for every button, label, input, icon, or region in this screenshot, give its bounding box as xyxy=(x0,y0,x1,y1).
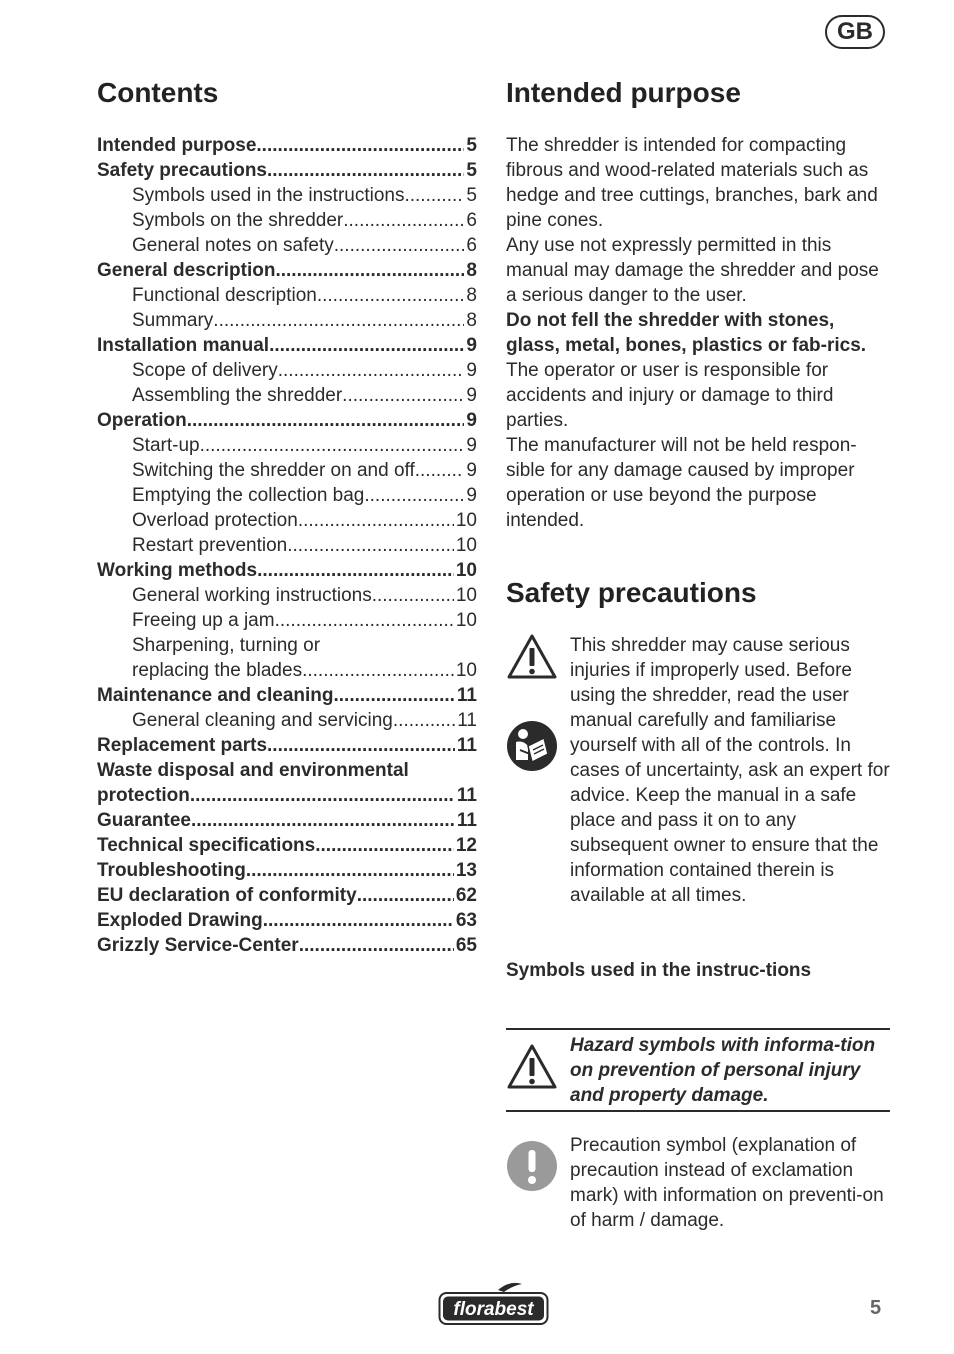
toc-entry-title: EU declaration of conformity xyxy=(97,885,357,906)
toc-entry-title: Freeing up a jam xyxy=(132,610,275,631)
toc-entry-title: Exploded Drawing xyxy=(97,910,263,931)
toc-entry-title: Restart prevention xyxy=(132,535,288,556)
toc-entry-title: Maintenance and cleaning xyxy=(97,685,334,706)
intended-warning: Do not fell the shredder with stones, glass, metal, bones, plastics or fab-rics. xyxy=(506,310,867,356)
toc-entry-page: 9 xyxy=(466,335,477,356)
toc-entry-title: Guarantee xyxy=(97,810,191,831)
toc-leader-dots xyxy=(213,308,464,333)
toc-leader-dots xyxy=(267,158,464,183)
toc-entry xyxy=(97,358,477,383)
toc-entry xyxy=(97,933,477,958)
toc-leader-dots xyxy=(278,358,465,383)
toc-entry-page: 10 xyxy=(455,585,477,606)
intended-purpose-body xyxy=(506,133,890,533)
toc-entry xyxy=(97,608,477,633)
toc-leader-dots xyxy=(275,608,454,633)
intended-p1: The shredder is intended for compacting fibrous and wood-related materials such as hedge and tree cuttings, branches, bark and pine cones. xyxy=(506,135,878,231)
toc-entry xyxy=(97,558,477,583)
exclamation-circle-icon xyxy=(506,1140,558,1192)
toc-entry-title: Intended purpose xyxy=(97,135,257,156)
toc-entry-page: 12 xyxy=(455,835,477,856)
warning-triangle-icon xyxy=(506,632,558,680)
toc-entry-page: 65 xyxy=(455,935,477,956)
toc-entry xyxy=(97,408,477,433)
toc-entry-page: 5 xyxy=(466,185,477,206)
toc-entry-page: 11 xyxy=(457,710,477,731)
toc-entry xyxy=(97,258,477,283)
toc-entry-title: General cleaning and servicing xyxy=(132,710,393,731)
toc-entry-title: Symbols used in the instructions xyxy=(132,185,405,206)
toc-leader-dots xyxy=(364,483,464,508)
toc-entry-title: Replacement parts xyxy=(97,735,268,756)
toc-leader-dots xyxy=(263,908,454,933)
toc-entry-title: Assembling the shredder xyxy=(132,385,343,406)
hazard-triangle-icon xyxy=(506,1042,558,1090)
toc-leader-dots xyxy=(342,383,464,408)
toc-entry-page: 9 xyxy=(466,360,477,381)
toc-entry-page: 13 xyxy=(455,860,477,881)
florabest-logo xyxy=(438,1280,550,1328)
toc-entry xyxy=(97,908,477,933)
toc-leader-dots xyxy=(404,183,464,208)
toc-entry xyxy=(97,658,477,683)
toc-entry xyxy=(97,683,477,708)
toc-leader-dots xyxy=(415,458,465,483)
logo-text: florabest xyxy=(453,1299,534,1320)
toc-entry-page: 9 xyxy=(466,385,477,406)
intended-p2: Any use not expressly permitted in this manual may damage the shredder and pose a serious danger to the user. xyxy=(506,235,879,306)
toc-entry xyxy=(97,158,477,183)
toc-entry xyxy=(97,583,477,608)
toc-entry xyxy=(97,433,477,458)
toc-entry-page: 6 xyxy=(466,210,477,231)
toc-entry-page: 5 xyxy=(466,135,477,156)
toc-entry xyxy=(97,133,477,158)
toc-entry xyxy=(97,758,477,783)
toc-entry-page: 8 xyxy=(466,310,477,331)
toc-entry-title: Start-up xyxy=(132,435,200,456)
toc-leader-dots xyxy=(317,283,465,308)
toc-entry xyxy=(97,183,477,208)
intended-p4: The operator or user is responsible for accidents and injury or damage to third parties. xyxy=(506,360,834,431)
intended-purpose-heading: Intended purpose xyxy=(506,77,741,108)
toc-leader-dots xyxy=(267,733,455,758)
toc-leader-dots xyxy=(275,258,464,283)
toc-entry xyxy=(97,508,477,533)
toc-leader-dots xyxy=(343,208,464,233)
toc-entry xyxy=(97,458,477,483)
toc-entry-title: Summary xyxy=(132,310,214,331)
toc-entry xyxy=(97,283,477,308)
toc-leader-dots xyxy=(257,558,454,583)
toc-entry xyxy=(97,208,477,233)
toc-entry-title: Installation manual xyxy=(97,335,270,356)
safety-intro-text: This shredder may cause serious injuries if improperly used. Before using the shredder, read the user manual carefully and familiarise yourself with all of the controls. In cases of uncertainty, ask an expert for advice. Keep the manual in a safe place and pass it on to any subsequent owner to ensure that the information contained therein is available at all times. xyxy=(570,635,890,906)
toc-leader-dots xyxy=(246,858,454,883)
toc-leader-dots xyxy=(191,808,455,833)
toc-entry-page: 10 xyxy=(455,510,477,531)
toc-entry-title: Emptying the collection bag xyxy=(132,485,365,506)
toc-entry-page: 63 xyxy=(455,910,477,931)
hazard-symbol-text: Hazard symbols with informa-tion on prevention of personal injury and property damage. xyxy=(570,1035,876,1106)
intended-p5: The manufacturer will not be held respon-sible for any damage caused by improper operation or use beyond the purpose intended. xyxy=(506,435,857,531)
language-badge: GB xyxy=(825,15,885,49)
toc-entry-title: Scope of delivery xyxy=(132,360,278,381)
toc-entry-title: General description xyxy=(97,260,276,281)
toc-entry xyxy=(97,858,477,883)
toc-entry-title: replacing the blades xyxy=(132,660,303,681)
divider-bottom xyxy=(506,1110,890,1112)
toc-entry-page: 9 xyxy=(466,485,477,506)
toc-entry-title: Functional description xyxy=(132,285,317,306)
toc-entry xyxy=(97,808,477,833)
toc-entry-title: Safety precautions xyxy=(97,160,267,181)
toc-leader-dots xyxy=(299,933,454,958)
toc-entry xyxy=(97,883,477,908)
toc-entry-title: Overload protection xyxy=(132,510,298,531)
toc-entry-page: 62 xyxy=(455,885,477,906)
toc-leader-dots xyxy=(287,533,454,558)
toc-entry-title: Waste disposal and environmental xyxy=(97,760,409,781)
toc-entry xyxy=(97,383,477,408)
read-manual-icon xyxy=(506,720,558,772)
toc-entry-page: 11 xyxy=(456,810,477,831)
toc-entry xyxy=(97,333,477,358)
toc-entry-page: 9 xyxy=(466,435,477,456)
toc-leader-dots xyxy=(315,833,454,858)
toc-entry-title: Troubleshooting xyxy=(97,860,246,881)
safety-precautions-heading: Safety precautions xyxy=(506,577,757,608)
toc-entry xyxy=(97,483,477,508)
toc-entry-page: 10 xyxy=(455,560,477,581)
toc-entry-page: 10 xyxy=(455,610,477,631)
toc-leader-dots xyxy=(334,233,465,258)
toc-leader-dots xyxy=(269,333,464,358)
symbols-subheading: Symbols used in the instruc-tions xyxy=(506,960,812,981)
toc-entry xyxy=(97,783,477,808)
toc-entry xyxy=(97,708,477,733)
toc-leader-dots xyxy=(187,408,465,433)
toc-entry-title: General working instructions xyxy=(132,585,372,606)
toc-entry-title: protection xyxy=(97,785,190,806)
toc-leader-dots xyxy=(298,508,454,533)
toc-entry-page: 11 xyxy=(456,685,477,706)
toc-entry xyxy=(97,833,477,858)
toc-leader-dots xyxy=(200,433,465,458)
page-number: 5 xyxy=(870,1297,882,1319)
toc-entry-title: Operation xyxy=(97,410,187,431)
toc-leader-dots xyxy=(393,708,455,733)
toc-entry-page: 8 xyxy=(466,285,477,306)
toc-entry xyxy=(97,733,477,758)
toc-entry-title: General notes on safety xyxy=(132,235,334,256)
toc-leader-dots xyxy=(256,133,464,158)
toc-leader-dots xyxy=(334,683,455,708)
toc-entry-page: 6 xyxy=(466,235,477,256)
toc-entry xyxy=(97,308,477,333)
toc-entry-page: 11 xyxy=(456,785,477,806)
table-of-contents xyxy=(97,133,477,958)
toc-leader-dots xyxy=(190,783,455,808)
toc-entry-title: Technical specifications xyxy=(97,835,316,856)
toc-entry-title: Sharpening, turning or xyxy=(132,635,321,656)
precaution-symbol-text: Precaution symbol (explanation of precaution instead of exclamation mark) with information on preventi-on of harm / damage. xyxy=(570,1135,884,1231)
toc-entry xyxy=(97,233,477,258)
toc-entry-page: 5 xyxy=(466,160,477,181)
toc-entry-page: 9 xyxy=(466,460,477,481)
toc-entry-page: 9 xyxy=(466,410,477,431)
toc-entry-page: 8 xyxy=(466,260,477,281)
toc-entry-title: Working methods xyxy=(97,560,258,581)
toc-leader-dots xyxy=(357,883,454,908)
toc-entry-page: 11 xyxy=(456,735,477,756)
toc-entry-title: Grizzly Service-Center xyxy=(97,935,299,956)
toc-entry-title: Symbols on the shredder xyxy=(132,210,344,231)
toc-leader-dots xyxy=(372,583,454,608)
toc-entry xyxy=(97,633,477,658)
toc-entry xyxy=(97,533,477,558)
contents-heading: Contents xyxy=(97,77,219,108)
toc-leader-dots xyxy=(302,658,454,683)
toc-entry-title: Switching the shredder on and off xyxy=(132,460,415,481)
divider-top xyxy=(506,1028,890,1030)
toc-entry-page: 10 xyxy=(455,660,477,681)
toc-entry-page: 10 xyxy=(455,535,477,556)
